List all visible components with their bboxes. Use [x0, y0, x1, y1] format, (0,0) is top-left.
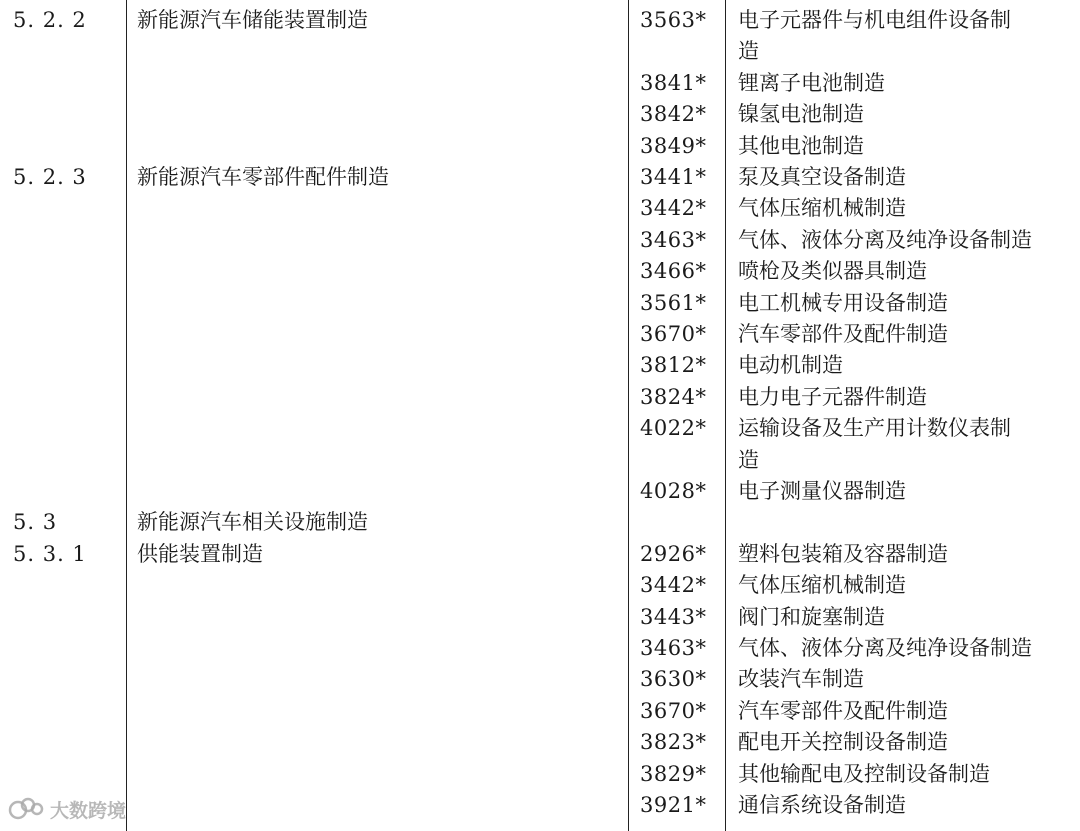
table-row [0, 5, 1080, 36]
industry-code: 3563* [640, 8, 707, 32]
table-row [0, 790, 1080, 821]
industry-description: 气体压缩机械制造 [738, 196, 906, 221]
industry-description: 改装汽车制造 [738, 667, 864, 692]
industry-description: 汽车零部件及配件制造 [738, 698, 948, 723]
industry-code: 4022* [640, 416, 707, 441]
industry-description: 汽车零部件及配件制造 [738, 322, 948, 346]
industry-code: 3441* [640, 165, 707, 189]
industry-code: 3442* [640, 196, 707, 221]
table-row [0, 36, 1080, 67]
table-row [0, 696, 1080, 727]
section-name: 供能装置制造 [137, 541, 263, 566]
table-row [0, 602, 1080, 633]
industry-code: 3561* [640, 290, 707, 315]
industry-code: 3824* [640, 384, 707, 409]
table-row [0, 476, 1080, 507]
table-row [0, 193, 1080, 224]
section-name: 新能源汽车相关设施制造 [137, 510, 368, 535]
industry-description: 气体、液体分离及纯净设备制造 [738, 227, 1032, 252]
industry-description: 配电开关控制设备制造 [738, 730, 948, 755]
table-row [0, 664, 1080, 695]
industry-code: 3463* [640, 227, 707, 252]
industry-description: 其他电池制造 [738, 133, 864, 158]
industry-description: 通信系统设备制造 [738, 793, 906, 817]
table-row [0, 350, 1080, 381]
industry-description: 电子测量仪器制造 [738, 479, 906, 503]
section-name: 新能源汽车储能装置制造 [137, 8, 368, 32]
industry-code: 3630* [640, 667, 707, 692]
table-row [0, 68, 1080, 99]
section-code: 5. 2. 3 [13, 165, 87, 189]
industry-description: 电工机械专用设备制造 [738, 290, 948, 315]
watermark-text: 大数跨境 [50, 799, 127, 822]
industry-code: 3442* [640, 573, 707, 598]
industry-code: 3842* [640, 102, 707, 127]
table-row [0, 288, 1080, 319]
industry-description: 镍氢电池制造 [738, 102, 864, 127]
industry-description: 电动机制造 [738, 353, 843, 378]
industry-description: 电子元器件与机电组件设备制 [738, 8, 1011, 32]
brand-logo-icon [8, 796, 46, 822]
industry-description: 电力电子元器件制造 [738, 384, 927, 409]
industry-code: 3443* [640, 604, 707, 629]
table-row [0, 319, 1080, 350]
section-name: 新能源汽车零部件配件制造 [137, 165, 389, 189]
industry-code: 3841* [640, 70, 707, 95]
table-row [0, 759, 1080, 790]
industry-code: 3466* [640, 259, 707, 284]
table-row [0, 131, 1080, 162]
industry-description: 造 [738, 39, 759, 64]
table-row [0, 256, 1080, 287]
table-row [0, 162, 1080, 193]
industry-description: 运输设备及生产用计数仪表制 [738, 416, 1011, 441]
table-row [0, 382, 1080, 413]
industry-code: 3812* [640, 353, 707, 378]
watermark [8, 795, 126, 823]
industry-code: 4028* [640, 479, 707, 503]
industry-code: 3849* [640, 133, 707, 158]
section-code: 5. 3 [13, 510, 58, 535]
table-row [0, 225, 1080, 256]
table-row [0, 445, 1080, 476]
table-row [0, 570, 1080, 601]
table-row [0, 99, 1080, 130]
industry-description: 锂离子电池制造 [738, 70, 885, 95]
table-row [0, 539, 1080, 570]
industry-code: 2926* [640, 541, 707, 566]
industry-code: 3670* [640, 322, 707, 346]
table-row [0, 633, 1080, 664]
table-row [0, 727, 1080, 758]
section-code: 5. 3. 1 [13, 541, 87, 566]
industry-description: 塑料包装箱及容器制造 [738, 541, 948, 566]
industry-description: 其他输配电及控制设备制造 [738, 761, 990, 786]
industry-description: 泵及真空设备制造 [738, 165, 906, 189]
industry-code: 3670* [640, 698, 707, 723]
industry-description: 气体、液体分离及纯净设备制造 [738, 636, 1032, 660]
industry-description: 气体压缩机械制造 [738, 573, 906, 598]
table-row [0, 413, 1080, 444]
industry-description: 喷枪及类似器具制造 [738, 259, 927, 284]
industry-description: 阀门和旋塞制造 [738, 604, 885, 629]
industry-code: 3463* [640, 636, 707, 660]
industry-code: 3921* [640, 793, 707, 817]
industry-code: 3823* [640, 730, 707, 755]
section-code: 5. 2. 2 [13, 8, 87, 32]
industry-code: 3829* [640, 761, 707, 786]
industry-description: 造 [738, 447, 759, 472]
table-row [0, 507, 1080, 538]
